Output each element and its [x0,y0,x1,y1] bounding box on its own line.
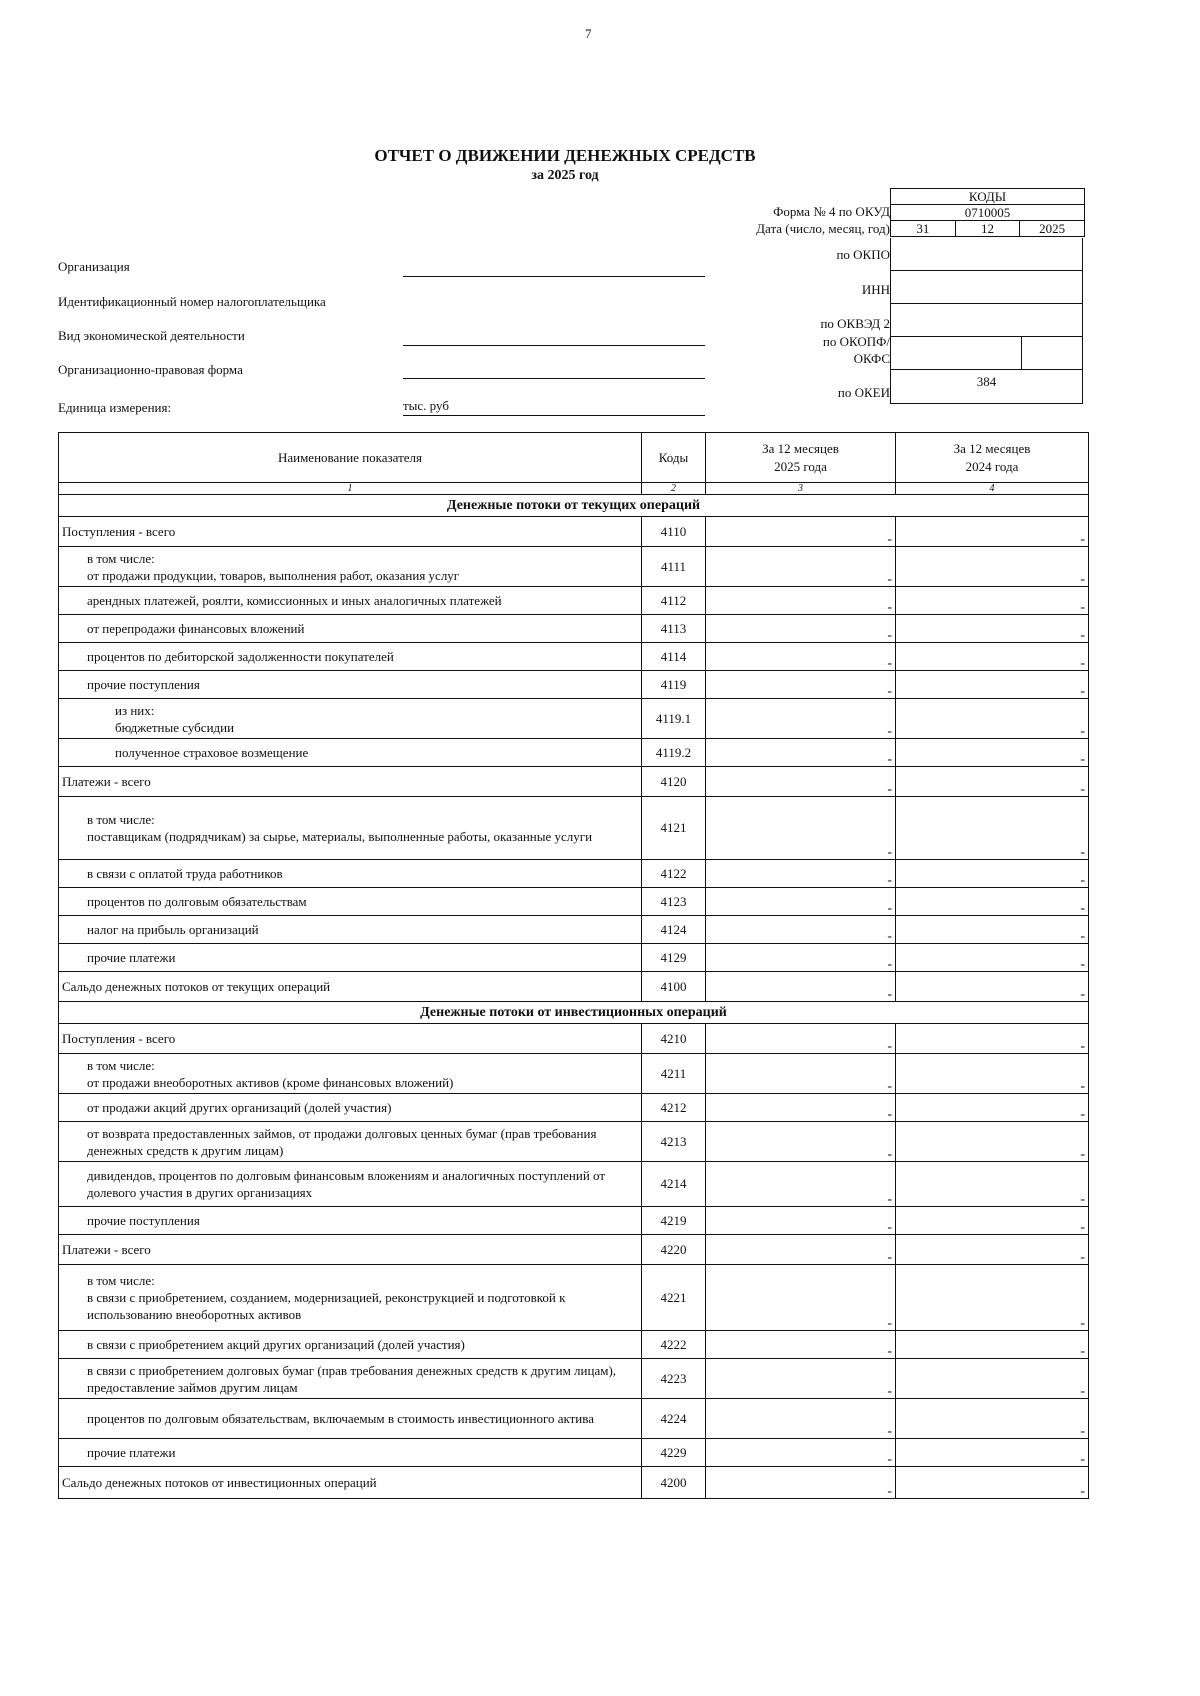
table-row [59,1359,1089,1399]
table-row [59,944,1089,972]
section-title: Денежные потоки от инвестиционных операций [59,1002,1089,1024]
column-index: 4 [896,483,1089,495]
date-day: 31 [916,221,930,236]
row-code: 4119.2 [642,739,706,767]
value-2024-cell[interactable] [896,1122,1089,1162]
row-code: 4213 [642,1122,706,1162]
row-name: от продажи акций других организаций (долей участия) [59,1094,642,1122]
table-row [59,1467,1089,1499]
value-2024: - [1080,572,1085,587]
unit-label: Единица измерения: [58,400,172,415]
okfs-label: ОКФС [853,351,890,366]
value-2024: - [1080,1344,1085,1359]
table-row [59,797,1089,860]
value-2024-cell[interactable] [896,517,1089,547]
value-2024: - [1080,873,1085,888]
row-code: 4122 [642,860,706,888]
value-2025-cell[interactable] [706,767,896,797]
section-title: Денежные потоки от текущих операций [59,495,1089,517]
value-2024-cell[interactable] [896,547,1089,587]
table-row [59,972,1089,1002]
row-code: 4120 [642,767,706,797]
value-2025-cell[interactable] [706,1235,896,1265]
value-2024: - [1080,1452,1085,1467]
table-row [59,547,1089,587]
legal-form-label: Организационно-правовая форма [58,362,243,377]
row-name: прочие поступления [59,1207,642,1235]
date-label: Дата (число, месяц, год) [756,221,890,236]
value-2024-cell[interactable] [896,1162,1089,1207]
value-2025: - [887,1424,892,1439]
value-2024: - [1080,901,1085,916]
table-row [59,643,1089,671]
row-name: в связи с приобретением акций других организаций (долей участия) [59,1331,642,1359]
value-2024: - [1080,752,1085,767]
okei-box [890,370,1083,404]
value-2024-cell[interactable] [896,767,1089,797]
table-row [59,1399,1089,1439]
okei-value: 384 [976,374,997,389]
report-subtitle: за 2025 год [531,168,599,183]
value-2025: - [887,782,892,797]
value-2024-cell[interactable] [896,1094,1089,1122]
row-name: прочие платежи [59,944,642,972]
value-2024-cell[interactable] [896,944,1089,972]
value-2024: - [1080,1484,1085,1499]
value-2024-cell[interactable] [896,1331,1089,1359]
row-code: 4220 [642,1235,706,1265]
value-2024-cell[interactable] [896,615,1089,643]
value-2024: - [1080,1424,1085,1439]
table-row [59,1054,1089,1094]
row-name: в том числе: в связи с приобретением, созданием, модернизацией, реконструкцией и подготовкой к использованию внеоборотных активов [59,1265,642,1331]
row-name: процентов по долговым обязательствам, включаемым в стоимость инвестиционного актива [59,1399,642,1439]
okpo-label: по ОКПО [836,247,890,262]
row-name: в связи с приобретением долговых бумаг (прав требования денежных средств к другим лицам), предоставление займов другим лицам [59,1359,642,1399]
okved-label: по ОКВЭД 2 [820,316,890,331]
table-row [59,615,1089,643]
table-row [59,1024,1089,1054]
value-2025: - [887,1484,892,1499]
value-2024-cell[interactable] [896,587,1089,615]
value-2024: - [1080,600,1085,615]
value-2025-cell[interactable] [706,1439,896,1467]
value-2025-cell[interactable] [706,888,896,916]
column-index: 3 [706,483,896,495]
value-2025-cell[interactable] [706,972,896,1002]
value-2025: - [887,1452,892,1467]
value-2024: - [1080,1220,1085,1235]
value-2025: - [887,929,892,944]
value-2025-cell[interactable] [706,547,896,587]
row-code: 4214 [642,1162,706,1207]
table-row [59,860,1089,888]
row-name: прочие поступления [59,671,642,699]
okved-box[interactable] [890,304,1083,337]
row-name: налог на прибыль организаций [59,916,642,944]
value-2025: - [887,656,892,671]
value-2024-cell[interactable] [896,797,1089,860]
value-2025: - [887,1220,892,1235]
unit-field[interactable] [403,397,705,416]
value-2025: - [887,1039,892,1054]
value-2024-cell[interactable] [896,1024,1089,1054]
row-code: 4211 [642,1054,706,1094]
value-2024: - [1080,628,1085,643]
row-name: Платежи - всего [59,767,642,797]
table-row [59,1235,1089,1265]
value-2024-cell[interactable] [896,860,1089,888]
value-2024: - [1080,724,1085,739]
table-row [59,1331,1089,1359]
row-name: дивидендов, процентов по долговым финансовым вложениям и аналогичных поступлений от долевого участия в других организациях [59,1162,642,1207]
cash-flow-table [58,432,1089,1499]
row-code: 4100 [642,972,706,1002]
inn-box[interactable] [890,271,1083,304]
value-2025: - [887,572,892,587]
table-row [59,587,1089,615]
value-2025-cell[interactable] [706,916,896,944]
row-name: в связи с оплатой труда работников [59,860,642,888]
legal-form-field[interactable] [403,360,705,379]
value-2025-cell[interactable] [706,1024,896,1054]
row-code: 4110 [642,517,706,547]
value-2025-cell[interactable] [706,1162,896,1207]
value-2025-cell[interactable] [706,1399,896,1439]
value-2025-cell[interactable] [706,1207,896,1235]
value-2025: - [887,1107,892,1122]
row-name: Поступления - всего [59,1024,642,1054]
value-2025-cell[interactable] [706,1122,896,1162]
okopf-label: по ОКОПФ/ [822,334,890,349]
row-name: прочие платежи [59,1439,642,1467]
header-2024: За 12 месяцев 2024 года [896,433,1089,483]
column-index: 1 [59,483,642,495]
value-2025-cell[interactable] [706,1094,896,1122]
row-name: из них: бюджетные субсидии [59,699,642,739]
header-name: Наименование показателя [59,433,642,483]
value-2025: - [887,845,892,860]
row-name: в том числе: от продажи продукции, товаров, выполнения работ, оказания услуг [59,547,642,587]
report-title: ОТЧЕТ О ДВИЖЕНИИ ДЕНЕЖНЫХ СРЕДСТВ [374,146,756,165]
value-2024: - [1080,1250,1085,1265]
okpo-box[interactable] [890,238,1083,271]
value-2025: - [887,1344,892,1359]
row-name: от возврата предоставленных займов, от продажи долговых ценных бумаг (прав требования денежных средств к другим лицам) [59,1122,642,1162]
row-name: Платежи - всего [59,1235,642,1265]
row-code: 4119 [642,671,706,699]
value-2024-cell[interactable] [896,671,1089,699]
value-2024: - [1080,684,1085,699]
activity-field[interactable] [403,327,705,346]
value-2025-cell[interactable] [706,699,896,739]
table-row [59,1122,1089,1162]
activity-label: Вид экономической деятельности [58,328,245,343]
inn-label: Идентификационный номер налогоплательщика [58,294,326,309]
okud-value: 0710005 [964,205,1011,220]
row-name: процентов по дебиторской задолженности покупателей [59,643,642,671]
value-2025: - [887,628,892,643]
value-2024-cell[interactable] [896,699,1089,739]
value-2024: - [1080,1147,1085,1162]
codes-header: КОДЫ [968,189,1007,204]
value-2024-cell[interactable] [896,916,1089,944]
okopf-divider [1021,337,1022,369]
table-row [59,888,1089,916]
value-2025-cell[interactable] [706,587,896,615]
row-name: Сальдо денежных потоков от текущих операций [59,972,642,1002]
row-code: 4124 [642,916,706,944]
value-2025-cell[interactable] [706,1467,896,1499]
value-2025: - [887,873,892,888]
value-2024: - [1080,845,1085,860]
row-code: 4200 [642,1467,706,1499]
value-2024-cell[interactable] [896,1265,1089,1331]
value-2025-cell[interactable] [706,1331,896,1359]
value-2025: - [887,1250,892,1265]
row-code: 4221 [642,1265,706,1331]
okei-label: по ОКЕИ [837,385,890,400]
row-code: 4229 [642,1439,706,1467]
value-2024: - [1080,532,1085,547]
value-2024-cell[interactable] [896,1235,1089,1265]
value-2025: - [887,1079,892,1094]
value-2024: - [1080,1039,1085,1054]
value-2024: - [1080,782,1085,797]
value-2025-cell[interactable] [706,1359,896,1399]
date-year: 2025 [1019,221,1084,236]
value-2025: - [887,1316,892,1331]
value-2024-cell[interactable] [896,739,1089,767]
row-code: 4129 [642,944,706,972]
value-2024: - [1080,656,1085,671]
codes-block [890,188,1085,237]
value-2025: - [887,752,892,767]
row-name: процентов по долговым обязательствам [59,888,642,916]
value-2025-cell[interactable] [706,797,896,860]
value-2025-cell[interactable] [706,1054,896,1094]
organization-field[interactable] [403,258,705,277]
value-2025-cell[interactable] [706,1265,896,1331]
value-2025-cell[interactable] [706,860,896,888]
column-index: 2 [642,483,706,495]
table-row [59,916,1089,944]
row-code: 4121 [642,797,706,860]
value-2025-cell[interactable] [706,517,896,547]
header-code: Коды [642,433,706,483]
value-2024: - [1080,1079,1085,1094]
value-2025: - [887,600,892,615]
row-name: Сальдо денежных потоков от инвестиционных операций [59,1467,642,1499]
row-code: 4212 [642,1094,706,1122]
value-2025: - [887,1192,892,1207]
inn-code-label: ИНН [861,282,890,297]
value-2025: - [887,1384,892,1399]
value-2024-cell[interactable] [896,1467,1089,1499]
value-2024-cell[interactable] [896,1054,1089,1094]
table-row [59,671,1089,699]
row-name: в том числе: поставщикам (подрядчикам) за сырье, материалы, выполненные работы, оказанные услуги [59,797,642,860]
row-name: арендных платежей, роялти, комиссионных и иных аналогичных платежей [59,587,642,615]
value-2024-cell[interactable] [896,1439,1089,1467]
okud-label: Форма № 4 по ОКУД [773,204,890,219]
value-2024-cell[interactable] [896,1359,1089,1399]
row-code: 4222 [642,1331,706,1359]
table-row [59,1207,1089,1235]
table-row [59,739,1089,767]
table-row [59,1265,1089,1331]
row-name: в том числе: от продажи внеоборотных активов (кроме финансовых вложений) [59,1054,642,1094]
value-2025: - [887,532,892,547]
value-2025: - [887,901,892,916]
row-name: Поступления - всего [59,517,642,547]
value-2024: - [1080,1316,1085,1331]
row-name: от перепродажи финансовых вложений [59,615,642,643]
value-2024: - [1080,1107,1085,1122]
value-2024-cell[interactable] [896,1399,1089,1439]
value-2025-cell[interactable] [706,671,896,699]
table-row [59,1439,1089,1467]
value-2024: - [1080,957,1085,972]
value-2024: - [1080,1384,1085,1399]
row-code: 4112 [642,587,706,615]
table-row [59,699,1089,739]
value-2025: - [887,724,892,739]
value-2025: - [887,684,892,699]
value-2024-cell[interactable] [896,972,1089,1002]
date-month: 12 [955,221,1020,236]
row-code: 4219 [642,1207,706,1235]
row-code: 4114 [642,643,706,671]
header-2025: За 12 месяцев 2025 года [706,433,896,483]
row-code: 4210 [642,1024,706,1054]
row-code: 4113 [642,615,706,643]
table-row [59,517,1089,547]
value-2024: - [1080,987,1085,1002]
row-code: 4119.1 [642,699,706,739]
row-code: 4223 [642,1359,706,1399]
value-2024: - [1080,929,1085,944]
row-code: 4111 [642,547,706,587]
value-2025: - [887,1147,892,1162]
table-row [59,767,1089,797]
row-name: полученное страховое возмещение [59,739,642,767]
table-row [59,1162,1089,1207]
row-code: 4123 [642,888,706,916]
table-row [59,1094,1089,1122]
page-number: 7 [585,26,592,41]
unit-value: тыс. руб [403,398,449,413]
value-2025: - [887,987,892,1002]
value-2025-cell[interactable] [706,615,896,643]
value-2024-cell[interactable] [896,643,1089,671]
value-2025-cell[interactable] [706,944,896,972]
value-2025-cell[interactable] [706,739,896,767]
organization-label: Организация [58,259,130,274]
okopf-box[interactable] [890,337,1083,370]
value-2025: - [887,957,892,972]
value-2025-cell[interactable] [706,643,896,671]
value-2024: - [1080,1192,1085,1207]
value-2024-cell[interactable] [896,1207,1089,1235]
row-code: 4224 [642,1399,706,1439]
value-2024-cell[interactable] [896,888,1089,916]
